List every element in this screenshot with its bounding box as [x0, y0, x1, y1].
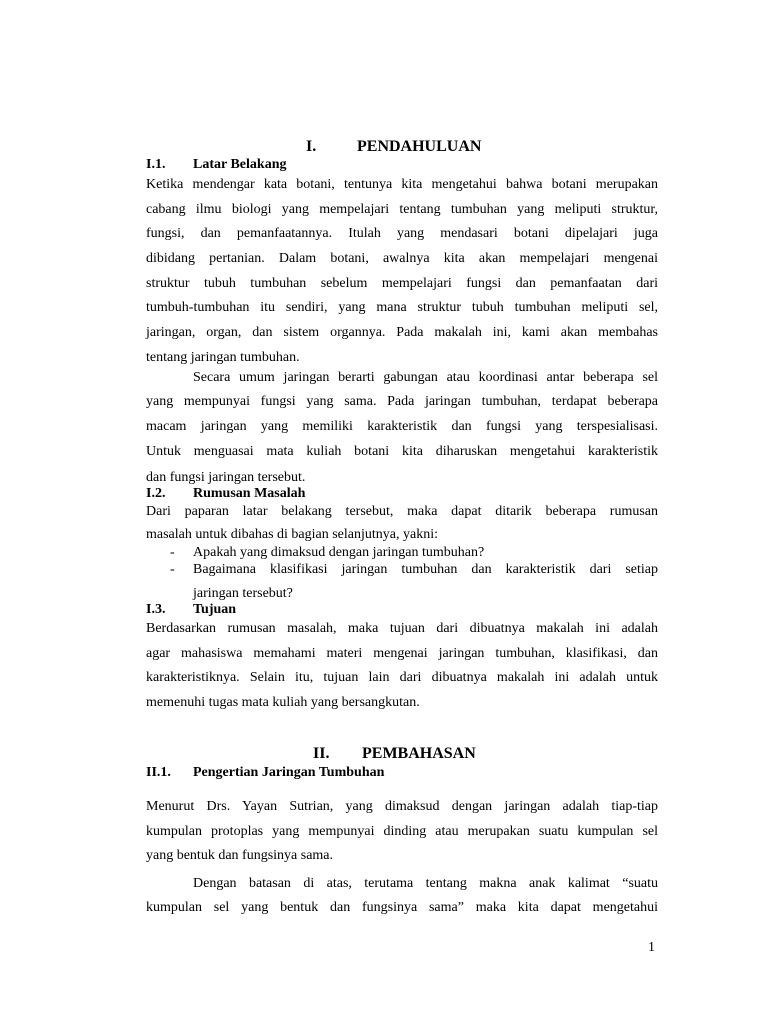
paragraph-4-line: agar mahasiswa memahami materi mengenai jaringan tumbuhan, klasifikasi, dan: [146, 646, 658, 661]
paragraph-6-line: kumpulan sel yang bentuk dan fungsinya sama” maka kita dapat mengetahui: [146, 900, 658, 915]
bullet-item-2: Bagaimana klasifikasi jaringan tumbuhan dan karakteristik dari setiap: [193, 562, 658, 577]
section-1-2-number: I.2.: [146, 486, 166, 501]
paragraph-4-line: karakteristiknya. Selain itu, tujuan lain dari dibuatnya makalah ini adalah untuk: [146, 670, 658, 685]
paragraph-2-line: Secara umum jaringan berarti gabungan atau koordinasi antar beberapa sel: [193, 370, 658, 385]
paragraph-1-line: dibidang pertanian. Dalam botani, awalnya kita akan mempelajari mengenai: [146, 251, 658, 266]
chapter-1-title: PENDAHULUAN: [357, 138, 482, 155]
section-1-1-number: I.1.: [146, 157, 166, 172]
paragraph-1-line: jaringan, organ, dan sistem organnya. Pada makalah ini, kami akan membahas: [146, 325, 658, 340]
section-1-2-title: Rumusan Masalah: [193, 486, 306, 501]
bullet-dash: -: [170, 545, 175, 560]
bullet-item-2-continued: jaringan tersebut?: [193, 586, 293, 601]
paragraph-2-line: Untuk menguasai mata kuliah botani kita diharuskan mengetahui karakteristik: [146, 444, 658, 459]
section-1-3-number: I.3.: [146, 602, 166, 617]
chapter-1-number: I.: [306, 138, 317, 155]
paragraph-1-line: cabang ilmu biologi yang mempelajari tentang tumbuhan yang meliputi struktur,: [146, 202, 658, 217]
section-2-1-title: Pengertian Jaringan Tumbuhan: [193, 765, 385, 780]
paragraph-3-line: Dari paparan latar belakang tersebut, maka dapat ditarik beberapa rumusan: [146, 504, 658, 519]
bullet-dash: -: [170, 562, 175, 577]
paragraph-6-line: Dengan batasan di atas, terutama tentang makna anak kalimat “suatu: [193, 876, 658, 891]
paragraph-5-line: kumpulan protoplas yang mempunyai dinding atau merupakan suatu kumpulan sel: [146, 824, 658, 839]
paragraph-1-line: struktur tubuh tumbuhan sebelum mempelajari fungsi dan pemanfaatan dari: [146, 276, 658, 291]
chapter-2-title: PEMBAHASAN: [362, 745, 476, 762]
paragraph-2-line: macam jaringan yang memiliki karakteristik dan fungsi yang terspesialisasi.: [146, 419, 658, 434]
paragraph-4-line: memenuhi tugas mata kuliah yang bersangkutan.: [146, 695, 420, 710]
paragraph-2-line: dan fungsi jaringan tersebut.: [146, 470, 306, 485]
paragraph-1-line: Ketika mendengar kata botani, tentunya kita mengetahui bahwa botani merupakan: [146, 177, 658, 192]
paragraph-4-line: Berdasarkan rumusan masalah, maka tujuan dari dibuatnya makalah ini adalah: [146, 621, 658, 636]
section-1-3-title: Tujuan: [193, 602, 237, 617]
chapter-2-number: II.: [313, 745, 330, 762]
paragraph-3-line: masalah untuk dibahas di bagian selanjutnya, yakni:: [146, 527, 438, 542]
paragraph-5-line: yang bentuk dan fungsinya sama.: [146, 848, 334, 863]
paragraph-5-line: Menurut Drs. Yayan Sutrian, yang dimaksud dengan jaringan adalah tiap-tiap: [146, 799, 658, 814]
page-number: 1: [648, 940, 655, 955]
paragraph-1-line: tumbuh-tumbuhan itu sendiri, yang mana struktur tubuh tumbuhan meliputi sel,: [146, 300, 658, 315]
paragraph-1-line: tentang jaringan tumbuhan.: [146, 350, 300, 365]
bullet-item-1: Apakah yang dimaksud dengan jaringan tumbuhan?: [193, 545, 485, 560]
section-2-1-number: II.1.: [146, 765, 171, 780]
section-1-1-title: Latar Belakang: [193, 157, 287, 172]
paragraph-1-line: fungsi, dan pemanfaatannya. Itulah yang mendasari botani dipelajari juga: [146, 226, 658, 241]
paragraph-2-line: yang mempunyai fungsi yang sama. Pada jaringan tumbuhan, terdapat beberapa: [146, 394, 658, 409]
